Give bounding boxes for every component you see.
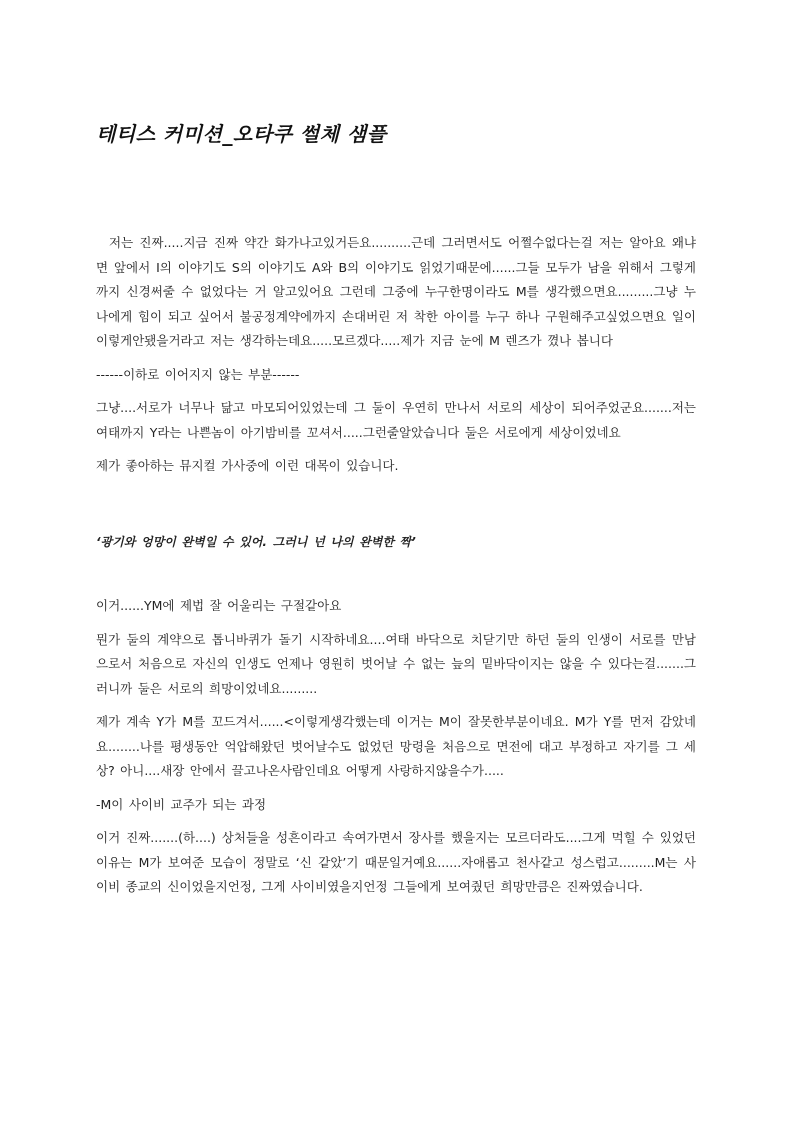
paragraph-lure: 제가 계속 Y가 M를 꼬드겨서......<이렇게생각했는데 이거는 M이 잘못한부분이네요. M가 Y를 먼저 감았네요........나를 평생동안 억압해왔던 벗어날수도 없었던 망령을 처음으로 면전에 대고 부정하고 자기를 그 세상? 아니....새장 안에서 끌고나온사람인데요 어떻게 사랑하지않을수가..... <box>96 714 696 778</box>
paragraph-musical: 제가 좋아하는 뮤지컬 가사중에 이런 대목이 있습니다. <box>96 458 399 473</box>
paragraph-cult: 이거 진짜.......(하....) 상처들을 성흔이라고 속여가면서 장사를 했을지는 모르더라도....그게 먹힐 수 있었던 이유는 M가 보여준 모습이 정말로 ‘신 같았’기 때문일거예요......자애롭고 천사같고 성스럽고.........M는 사이비 종교의 신이었을지언정, 그게 사이비였을지언정 그들에게 보여줬던 희망만큼은 진짜였습니다. <box>96 830 696 894</box>
document-title: 테티스 커미션_오타쿠 썰체 샘플 <box>96 122 387 146</box>
paragraph-cult-heading: -M이 사이비 교주가 되는 과정 <box>96 796 267 812</box>
paragraph-contract: 뭔가 둘의 계약으로 톱니바퀴가 돌기 시작하네요....여태 바닥으로 치닫기만 하던 둘의 인생이 서로를 만남으로서 처음으로 자신의 인생도 언제나 영원히 벗어날 수 없는 늪의 밑바닥이지는 않을 수 있다는걸.......그러니까 둘은 서로의 희망이었네요......... <box>96 631 696 696</box>
paragraph-divider: ------이하로 이어지지 않는 부분------ <box>96 366 300 382</box>
paragraph-phrase: 이거......YM에 제법 잘 어울리는 구절같아요 <box>96 598 342 613</box>
paragraph-intro: 저는 진짜.....지금 진짜 약간 화가나고있거든요..........근데 그러면서도 어쩔수없다는걸 저는 알아요 왜냐면 앞에서 I의 이야기도 S의 이야기도 A와 B의 이야기도 읽었기때문에......그들 모두가 남을 위해서 그렇게까지 신경써줄 수 없었다는 거 알고있어요 그런데 그중에 누구한명이라도 M를 생각했으면요.........그냥 누나에게 힘이 되고 싶어서 불공정계약에까지 손대버린 저 착한 아이를 누구 하나 구원해주고싶었으면요 일이 이렇게안됐을거라고 저는 생각하는데요.....모르겠다.....제가 지금 눈에 M 렌즈가 꼈나 봅니다 <box>96 235 696 348</box>
document-body <box>96 231 696 900</box>
paragraph-world: 그냥....서로가 너무나 닮고 마모되어있었는데 그 둘이 우연히 만나서 서로의 세상이 되어주었군요.......저는 여태까지 Y라는 나쁜놈이 아기밤비를 꼬셔서.....그런줄알았습니다 둘은 서로에게 세상이었네요 <box>96 400 696 440</box>
quote-lyric: ‘광기와 엉망이 완벽일 수 있어. 그러니 넌 나의 완벽한 짝’ <box>96 534 416 549</box>
